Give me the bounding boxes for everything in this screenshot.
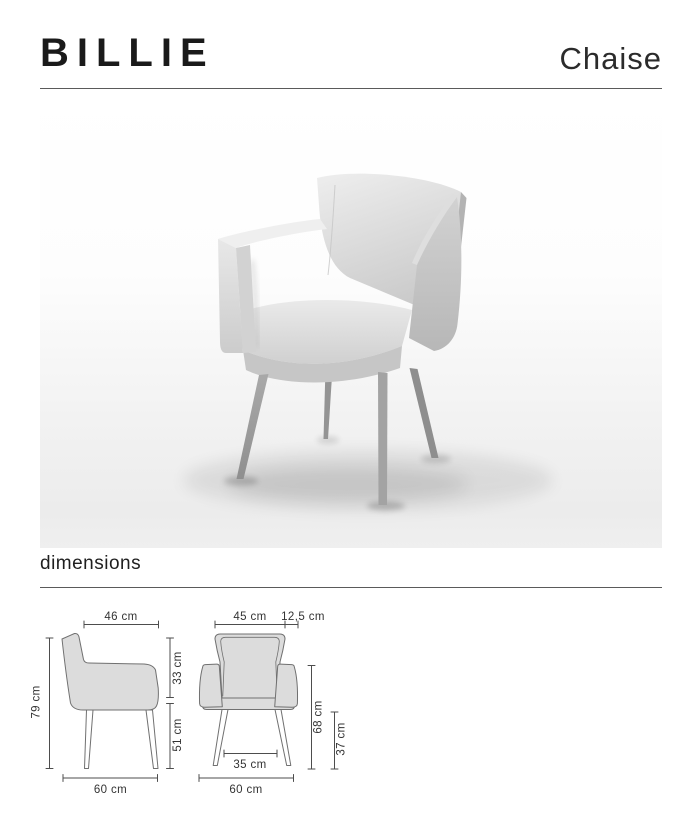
dimensions-section-title: dimensions xyxy=(40,553,142,574)
dimensions-divider xyxy=(40,587,662,588)
dim-label-front-armrest-width: 12,5 cm xyxy=(281,611,325,623)
side-view-drawing xyxy=(31,611,185,796)
front-view-drawing xyxy=(199,611,348,796)
front-view-backrest xyxy=(215,634,285,698)
dim-label-side-total-depth: 60 cm xyxy=(93,784,128,796)
front-view-left-arm xyxy=(199,664,222,707)
chair-seat xyxy=(236,300,412,383)
dim-label-side-backrest-height: 33 cm xyxy=(172,651,184,685)
product-photo xyxy=(40,90,662,548)
side-view-back-leg xyxy=(85,710,94,769)
dim-label-front-armrest-height: 68 cm xyxy=(312,700,325,734)
front-view-right-arm xyxy=(275,664,298,707)
front-view-left-leg xyxy=(213,710,228,766)
dim-label-front-inner-seat-width: 35 cm xyxy=(233,759,267,771)
side-view-body xyxy=(62,633,158,710)
armchair-render xyxy=(40,90,662,548)
dim-side-total-height xyxy=(46,638,53,769)
dim-label-side-total-height: 79 cm xyxy=(30,685,43,719)
product-name: BILLIE xyxy=(40,31,215,75)
dim-label-front-seat-height: 37 cm xyxy=(335,722,348,756)
dim-side-total-depth xyxy=(63,775,158,782)
product-type: Chaise xyxy=(559,41,662,76)
dim-front-inner-seat-width xyxy=(224,750,277,757)
side-view-front-leg xyxy=(146,710,158,769)
dimension-drawings xyxy=(0,600,700,819)
header-divider xyxy=(40,88,662,89)
chair-rear-right-leg xyxy=(410,368,439,458)
dim-label-side-seat-height: 51 cm xyxy=(172,718,184,752)
dim-label-front-backrest-width: 45 cm xyxy=(233,611,267,623)
chair-front-right-leg xyxy=(378,372,388,505)
dim-label-side-armrest-depth: 46 cm xyxy=(104,611,138,623)
dim-front-total-width xyxy=(199,775,294,782)
dim-label-front-total-width: 60 cm xyxy=(229,784,263,796)
